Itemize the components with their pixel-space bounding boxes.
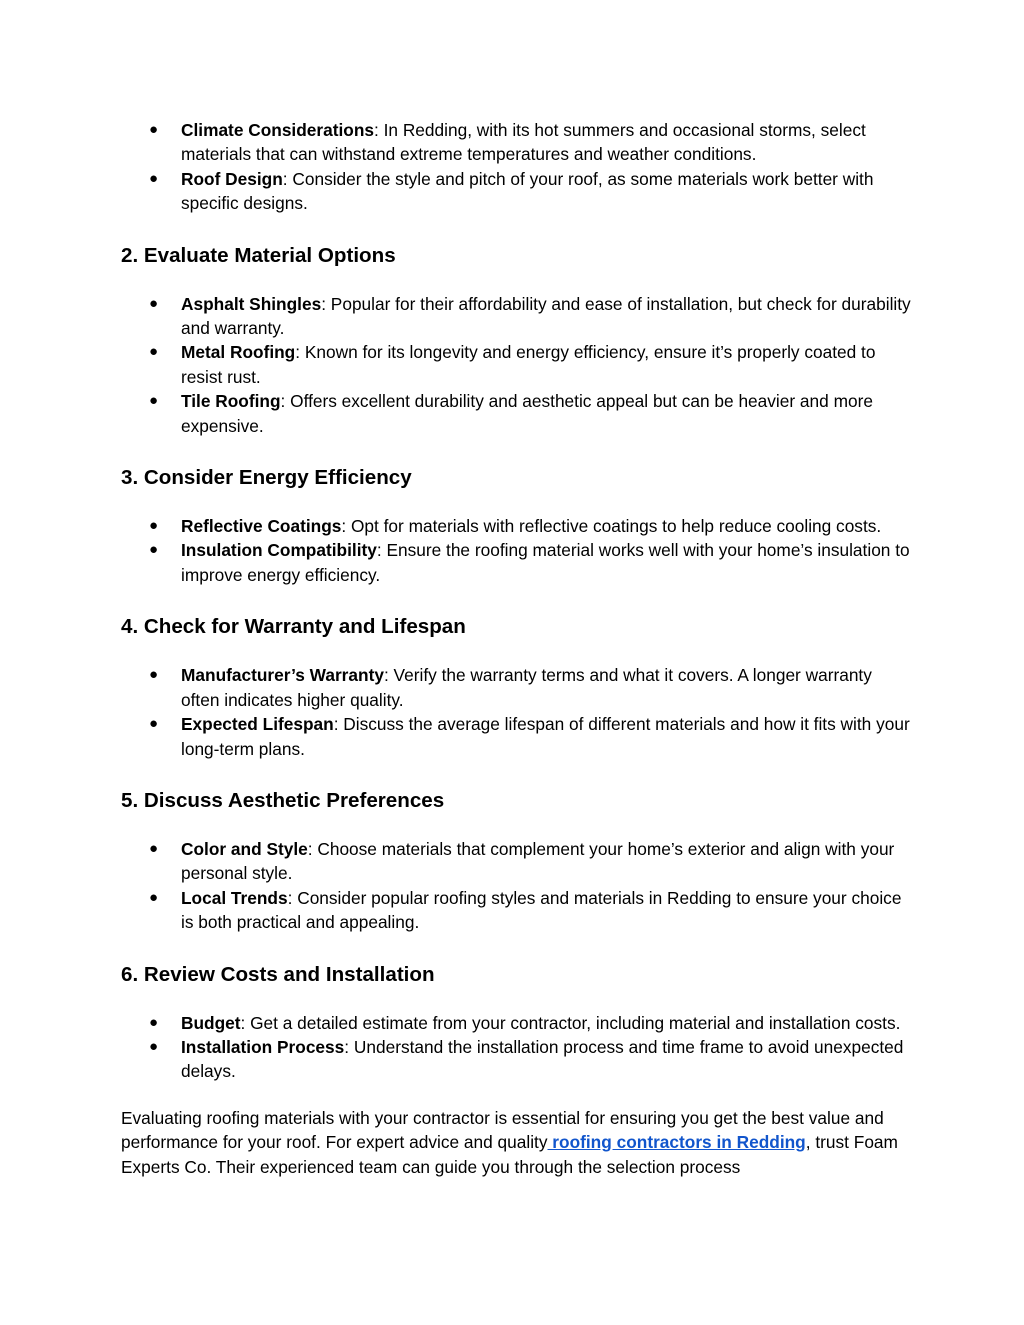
section-bullet-list — [121, 514, 911, 587]
section-bullet-list — [121, 837, 911, 935]
bullet-term: Climate Considerations — [181, 120, 375, 140]
bullet-icon: ● — [149, 1013, 159, 1031]
bullet-icon: ● — [149, 121, 159, 138]
bullet-icon: ● — [149, 294, 159, 312]
list-item — [121, 663, 911, 712]
bullet-icon: ● — [149, 392, 159, 410]
bullet-term: Metal Roofing — [181, 342, 296, 363]
bullet-text: : Discuss the average lifespan of different materials and how it fits with your long-term plans. — [181, 714, 910, 759]
bullet-text: : Choose materials that complement your home’s exterior and align with your personal style. — [181, 838, 895, 884]
bullet-text: : Consider the style and pitch of your roof, as some materials work better with specific designs. — [181, 168, 874, 214]
bullet-icon: ● — [149, 541, 159, 559]
bullet-text: : Consider popular roofing styles and materials in Redding to ensure your choice is both practical and appealing. — [181, 887, 902, 933]
bullet-text: : Popular for their affordability and ease of installation, but check for durability and warranty. — [181, 293, 911, 339]
list-item — [121, 538, 911, 587]
document-content — [121, 118, 911, 1179]
list-item — [121, 167, 911, 216]
closing-text-end: , trust Foam Experts Co. Their experienced team can guide you through the selection process — [121, 1132, 898, 1177]
section-bullet-list — [121, 292, 911, 438]
bullet-term: Reflective Coatings — [181, 516, 342, 537]
bullet-term: Asphalt Shingles — [181, 293, 322, 314]
list-item — [121, 837, 911, 886]
list-item — [121, 1035, 911, 1084]
list-item — [121, 712, 911, 761]
bullet-text: : Verify the warranty terms and what it covers. A longer warranty often indicates higher quality. — [181, 665, 872, 710]
list-item — [121, 1011, 911, 1035]
closing-text-start: Evaluating roofing materials with your contractor is essential for ensuring you get the best value and performance for your roof. For expert advice and quality — [121, 1107, 884, 1153]
bullet-term: Local Trends — [181, 887, 288, 908]
bullet-icon: ● — [149, 169, 159, 187]
section-bullet-list — [121, 663, 911, 761]
bullet-term: Roof Design — [181, 168, 283, 189]
section-heading: 5. Discuss Aesthetic Preferences — [121, 788, 445, 812]
list-item — [121, 514, 911, 538]
bullet-text: : Get a detailed estimate from your contractor, including material and installation costs. — [240, 1012, 901, 1033]
section-heading: 4. Check for Warranty and Lifespan — [121, 615, 466, 639]
section-heading: 6. Review Costs and Installation — [121, 962, 435, 986]
section-bullet-list — [121, 1011, 911, 1084]
intro-bullet-list — [121, 118, 911, 216]
bullet-term: Expected Lifespan — [181, 714, 334, 735]
bullet-icon: ● — [149, 839, 159, 857]
bullet-term: Tile Roofing — [181, 391, 281, 412]
bullet-term: Insulation Compatibility — [181, 540, 377, 561]
bullet-icon: ● — [149, 343, 159, 361]
section-heading: 2. Evaluate Material Options — [121, 243, 396, 267]
bullet-icon: ● — [149, 888, 159, 906]
list-item — [121, 340, 911, 389]
bullet-term: Budget — [181, 1012, 241, 1033]
bullet-text: : Offers excellent durability and aesthetic appeal but can be heavier and more expensive. — [181, 391, 873, 436]
list-item — [121, 389, 911, 438]
list-item — [121, 886, 911, 935]
bullet-text: : Understand the installation process and time frame to avoid unexpected delays. — [181, 1036, 904, 1082]
bullet-text: : Opt for materials with reflective coatings to help reduce cooling costs. — [341, 516, 882, 537]
section-heading: 3. Consider Energy Efficiency — [121, 466, 412, 490]
list-item — [121, 292, 911, 341]
list-item — [121, 118, 911, 167]
closing-paragraph — [121, 1106, 911, 1179]
roofing-contractors-link[interactable]: roofing contractors in Redding — [547, 1132, 806, 1153]
bullet-term: Installation Process — [181, 1036, 345, 1057]
bullet-icon: ● — [149, 715, 159, 733]
bullet-text: : Known for its longevity and energy efficiency, ensure it’s properly coated to resist rust. — [181, 342, 876, 387]
bullet-term: Color and Style — [181, 838, 308, 859]
bullet-term: Manufacturer’s Warranty — [181, 665, 384, 686]
bullet-text: : Ensure the roofing material works well with your home’s insulation to improve energy efficiency. — [181, 540, 910, 585]
bullet-icon: ● — [149, 666, 159, 684]
bullet-icon: ● — [149, 517, 159, 535]
bullet-text: : In Redding, with its hot summers and occasional storms, select materials that can withstand extreme temperatures and weather conditions. — [181, 120, 866, 165]
bullet-icon: ● — [149, 1037, 159, 1055]
